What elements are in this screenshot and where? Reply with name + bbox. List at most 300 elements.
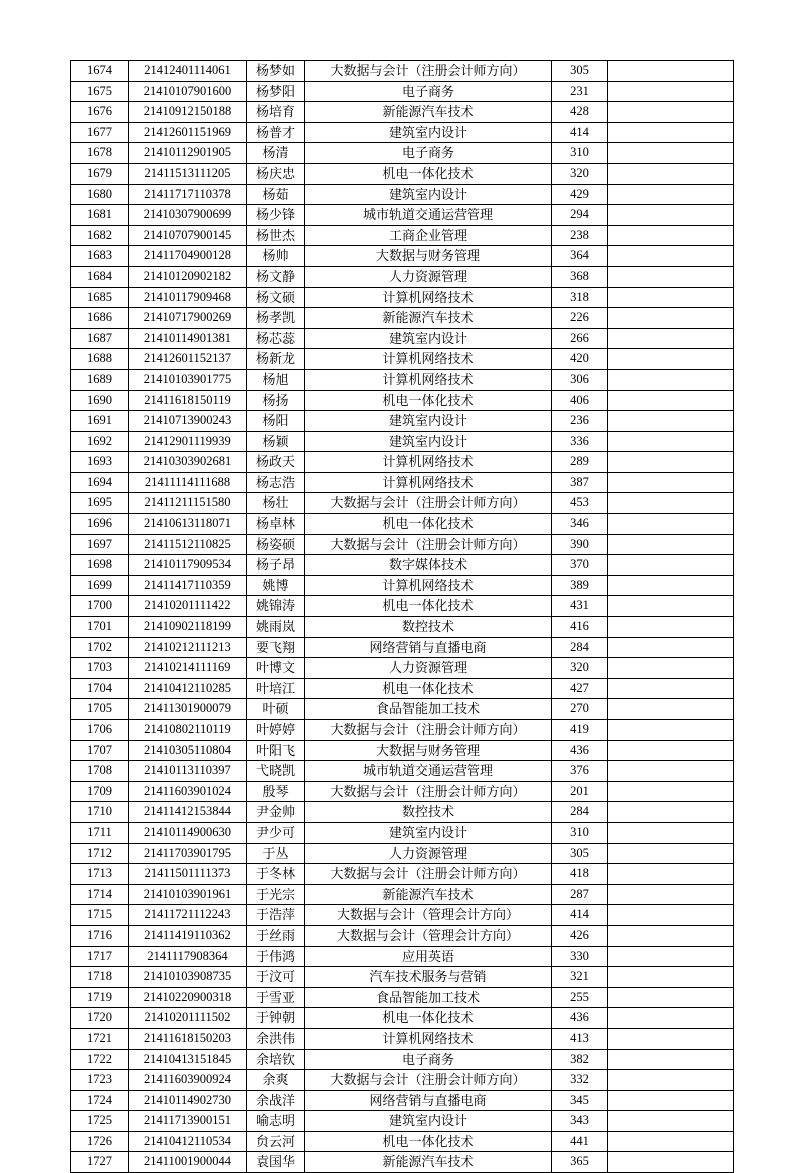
candidate-name-cell: 于雪亚 (247, 987, 305, 1008)
note-cell (608, 575, 734, 596)
candidate-id-cell: 21410613118071 (129, 514, 247, 535)
note-cell (608, 1152, 734, 1173)
table-row (71, 390, 734, 411)
row-index-cell: 1726 (71, 1131, 129, 1152)
row-index-cell: 1680 (71, 184, 129, 205)
candidate-name-cell: 袁国华 (247, 1152, 305, 1173)
score-cell: 390 (552, 534, 608, 555)
candidate-name-cell: 杨庆忠 (247, 163, 305, 184)
table-row (71, 411, 734, 432)
note-cell (608, 946, 734, 967)
score-cell: 370 (552, 555, 608, 576)
row-index-cell: 1694 (71, 472, 129, 493)
major-cell: 计算机网络技术 (305, 369, 552, 390)
major-cell: 大数据与财务管理 (305, 246, 552, 267)
candidate-name-cell: 杨姿硕 (247, 534, 305, 555)
major-cell: 新能源汽车技术 (305, 884, 552, 905)
row-index-cell: 1723 (71, 1070, 129, 1091)
score-cell: 255 (552, 987, 608, 1008)
row-index-cell: 1708 (71, 761, 129, 782)
candidate-id-cell: 21411001900044 (129, 1152, 247, 1173)
row-index-cell: 1717 (71, 946, 129, 967)
major-cell: 数控技术 (305, 617, 552, 638)
major-cell: 电子商务 (305, 1049, 552, 1070)
candidate-id-cell: 21411618150203 (129, 1028, 247, 1049)
table-row (71, 1152, 734, 1173)
candidate-name-cell: 杨颖 (247, 431, 305, 452)
candidate-id-cell: 21410201111502 (129, 1008, 247, 1029)
row-index-cell: 1707 (71, 740, 129, 761)
note-cell (608, 452, 734, 473)
score-cell: 368 (552, 266, 608, 287)
note-cell (608, 349, 734, 370)
row-index-cell: 1715 (71, 905, 129, 926)
table-row (71, 61, 734, 82)
candidate-name-cell: 杨茹 (247, 184, 305, 205)
note-cell (608, 1070, 734, 1091)
major-cell: 机电一体化技术 (305, 596, 552, 617)
candidate-name-cell: 叶培江 (247, 678, 305, 699)
table-row (71, 617, 734, 638)
note-cell (608, 143, 734, 164)
major-cell: 大数据与财务管理 (305, 740, 552, 761)
row-index-cell: 1679 (71, 163, 129, 184)
row-index-cell: 1714 (71, 884, 129, 905)
table-row (71, 514, 734, 535)
row-index-cell: 1719 (71, 987, 129, 1008)
candidate-name-cell: 杨帅 (247, 246, 305, 267)
note-cell (608, 678, 734, 699)
candidate-name-cell: 余洪伟 (247, 1028, 305, 1049)
candidate-name-cell: 余培钦 (247, 1049, 305, 1070)
candidate-id-cell: 21411179083​64 (129, 946, 247, 967)
major-cell: 机电一体化技术 (305, 163, 552, 184)
candidate-name-cell: 杨世杰 (247, 225, 305, 246)
score-cell: 420 (552, 349, 608, 370)
row-index-cell: 1678 (71, 143, 129, 164)
table-row (71, 884, 734, 905)
candidate-id-cell: 21410412110285 (129, 678, 247, 699)
note-cell (608, 205, 734, 226)
row-index-cell: 1709 (71, 781, 129, 802)
candidate-name-cell: 尹少可 (247, 822, 305, 843)
table-row (71, 143, 734, 164)
table-row (71, 843, 734, 864)
candidate-name-cell: 杨少锋 (247, 205, 305, 226)
score-cell: 289 (552, 452, 608, 473)
candidate-name-cell: 姚雨岚 (247, 617, 305, 638)
candidate-id-cell: 21412601151969 (129, 122, 247, 143)
major-cell: 新能源汽车技术 (305, 308, 552, 329)
score-cell: 287 (552, 884, 608, 905)
row-index-cell: 1676 (71, 102, 129, 123)
major-cell: 建筑室内设计 (305, 411, 552, 432)
note-cell (608, 287, 734, 308)
note-cell (608, 431, 734, 452)
major-cell: 计算机网络技术 (305, 287, 552, 308)
score-cell: 414 (552, 905, 608, 926)
score-cell: 389 (552, 575, 608, 596)
major-cell: 城市轨道交通运营管理 (305, 761, 552, 782)
table-row (71, 205, 734, 226)
candidate-id-cell: 21411512110825 (129, 534, 247, 555)
candidate-id-cell: 21410912150188 (129, 102, 247, 123)
candidate-name-cell: 杨子昂 (247, 555, 305, 576)
table-row (71, 967, 734, 988)
major-cell: 食品智能加工技术 (305, 987, 552, 1008)
score-cell: 436 (552, 740, 608, 761)
note-cell (608, 493, 734, 514)
table-row (71, 328, 734, 349)
table-row (71, 637, 734, 658)
row-index-cell: 1713 (71, 864, 129, 885)
score-cell: 419 (552, 720, 608, 741)
candidate-id-cell: 21411419110362 (129, 925, 247, 946)
candidate-id-cell: 21411603901024 (129, 781, 247, 802)
candidate-name-cell: 杨扬 (247, 390, 305, 411)
candidate-id-cell: 21411412153844 (129, 802, 247, 823)
note-cell (608, 720, 734, 741)
note-cell (608, 411, 734, 432)
candidate-id-cell: 21411211151580 (129, 493, 247, 514)
major-cell: 人力资源管理 (305, 843, 552, 864)
table-row (71, 678, 734, 699)
major-cell: 大数据与会计（注册会计师方向） (305, 1070, 552, 1091)
row-index-cell: 1701 (71, 617, 129, 638)
score-cell: 330 (552, 946, 608, 967)
score-cell: 436 (552, 1008, 608, 1029)
row-index-cell: 1699 (71, 575, 129, 596)
major-cell: 大数据与会计（注册会计师方向） (305, 61, 552, 82)
major-cell: 计算机网络技术 (305, 349, 552, 370)
candidate-name-cell: 杨旭 (247, 369, 305, 390)
candidate-id-cell: 21410713900243 (129, 411, 247, 432)
note-cell (608, 1131, 734, 1152)
score-cell: 310 (552, 143, 608, 164)
candidate-id-cell: 21411301900079 (129, 699, 247, 720)
table-row (71, 452, 734, 473)
major-cell: 机电一体化技术 (305, 1008, 552, 1029)
note-cell (608, 102, 734, 123)
table-row (71, 575, 734, 596)
table-row (71, 369, 734, 390)
table-row (71, 864, 734, 885)
candidate-id-cell: 21410103901961 (129, 884, 247, 905)
candidate-name-cell: 杨志浩 (247, 472, 305, 493)
note-cell (608, 61, 734, 82)
major-cell: 机电一体化技术 (305, 390, 552, 411)
candidate-id-cell: 21410307900699 (129, 205, 247, 226)
table-row (71, 1070, 734, 1091)
table-row (71, 905, 734, 926)
score-cell: 318 (552, 287, 608, 308)
row-index-cell: 1724 (71, 1090, 129, 1111)
candidate-id-cell: 21410114901381 (129, 328, 247, 349)
score-cell: 428 (552, 102, 608, 123)
score-cell: 406 (552, 390, 608, 411)
table-row (71, 1028, 734, 1049)
score-cell: 431 (552, 596, 608, 617)
candidate-name-cell: 于丝雨 (247, 925, 305, 946)
candidate-id-cell: 21410212111213 (129, 637, 247, 658)
note-cell (608, 514, 734, 535)
row-index-cell: 1692 (71, 431, 129, 452)
table-row (71, 822, 734, 843)
note-cell (608, 987, 734, 1008)
major-cell: 建筑室内设计 (305, 328, 552, 349)
row-index-cell: 1698 (71, 555, 129, 576)
candidate-id-cell: 21410114900630 (129, 822, 247, 843)
note-cell (608, 328, 734, 349)
row-index-cell: 1674 (71, 61, 129, 82)
row-index-cell: 1686 (71, 308, 129, 329)
candidate-id-cell: 21411603900924 (129, 1070, 247, 1091)
row-index-cell: 1704 (71, 678, 129, 699)
candidate-id-cell: 21410117909468 (129, 287, 247, 308)
major-cell: 计算机网络技术 (305, 472, 552, 493)
note-cell (608, 266, 734, 287)
note-cell (608, 822, 734, 843)
candidate-name-cell: 尹金帅 (247, 802, 305, 823)
table-row (71, 596, 734, 617)
major-cell: 食品智能加工技术 (305, 699, 552, 720)
candidate-id-cell: 21410103908735 (129, 967, 247, 988)
table-row (71, 287, 734, 308)
note-cell (608, 740, 734, 761)
score-cell: 416 (552, 617, 608, 638)
table-row (71, 225, 734, 246)
score-cell: 345 (552, 1090, 608, 1111)
score-cell: 231 (552, 81, 608, 102)
candidate-name-cell: 杨政天 (247, 452, 305, 473)
note-cell (608, 925, 734, 946)
score-cell: 310 (552, 822, 608, 843)
candidate-id-cell: 21410707900145 (129, 225, 247, 246)
major-cell: 人力资源管理 (305, 658, 552, 679)
candidate-name-cell: 杨普才 (247, 122, 305, 143)
score-cell: 305 (552, 843, 608, 864)
candidate-name-cell: 于冬林 (247, 864, 305, 885)
note-cell (608, 390, 734, 411)
note-cell (608, 699, 734, 720)
row-index-cell: 1695 (71, 493, 129, 514)
note-cell (608, 122, 734, 143)
score-cell: 427 (552, 678, 608, 699)
candidate-id-cell: 21411501111373 (129, 864, 247, 885)
major-cell: 大数据与会计（注册会计师方向） (305, 720, 552, 741)
table-row (71, 720, 734, 741)
table-row (71, 946, 734, 967)
candidate-id-cell: 21410902118199 (129, 617, 247, 638)
candidate-name-cell: 杨梦阳 (247, 81, 305, 102)
candidate-name-cell: 杨新龙 (247, 349, 305, 370)
major-cell: 建筑室内设计 (305, 822, 552, 843)
candidate-name-cell: 杨壮 (247, 493, 305, 514)
candidate-name-cell: 叶阳飞 (247, 740, 305, 761)
candidate-id-cell: 21410120902182 (129, 266, 247, 287)
candidate-id-cell: 21411713900151 (129, 1111, 247, 1132)
note-cell (608, 864, 734, 885)
major-cell: 大数据与会计（注册会计师方向） (305, 534, 552, 555)
major-cell: 电子商务 (305, 143, 552, 164)
major-cell: 城市轨道交通运营管理 (305, 205, 552, 226)
candidate-name-cell: 叶婷婷 (247, 720, 305, 741)
table-row (71, 555, 734, 576)
candidate-name-cell: 殷琴 (247, 781, 305, 802)
score-cell: 226 (552, 308, 608, 329)
row-index-cell: 1727 (71, 1152, 129, 1173)
candidate-name-cell: 杨芯蕊 (247, 328, 305, 349)
major-cell: 大数据与会计（注册会计师方向） (305, 493, 552, 514)
row-index-cell: 1722 (71, 1049, 129, 1070)
major-cell: 人力资源管理 (305, 266, 552, 287)
table-row (71, 802, 734, 823)
candidate-id-cell: 21410201111422 (129, 596, 247, 617)
candidate-id-cell: 21412601152137 (129, 349, 247, 370)
major-cell: 数字媒体技术 (305, 555, 552, 576)
candidate-name-cell: 杨梦如 (247, 61, 305, 82)
candidate-id-cell: 21410107901600 (129, 81, 247, 102)
table-row (71, 534, 734, 555)
candidate-name-cell: 叶硕 (247, 699, 305, 720)
candidate-name-cell: 杨文硕 (247, 287, 305, 308)
candidate-name-cell: 叶博文 (247, 658, 305, 679)
score-cell: 387 (552, 472, 608, 493)
score-cell: 453 (552, 493, 608, 514)
table-row (71, 1111, 734, 1132)
note-cell (608, 781, 734, 802)
row-index-cell: 1687 (71, 328, 129, 349)
score-cell: 294 (552, 205, 608, 226)
score-cell: 238 (552, 225, 608, 246)
note-cell (608, 534, 734, 555)
roster-table-body (71, 61, 734, 1173)
candidate-name-cell: 余战洋 (247, 1090, 305, 1111)
row-index-cell: 1693 (71, 452, 129, 473)
note-cell (608, 658, 734, 679)
row-index-cell: 1681 (71, 205, 129, 226)
table-row (71, 163, 734, 184)
candidate-name-cell: 弋晓凯 (247, 761, 305, 782)
score-cell: 284 (552, 637, 608, 658)
score-cell: 266 (552, 328, 608, 349)
note-cell (608, 1090, 734, 1111)
note-cell (608, 472, 734, 493)
row-index-cell: 1716 (71, 925, 129, 946)
candidate-id-cell: 21410103901775 (129, 369, 247, 390)
major-cell: 大数据与会计（注册会计师方向） (305, 781, 552, 802)
score-cell: 332 (552, 1070, 608, 1091)
note-cell (608, 369, 734, 390)
note-cell (608, 246, 734, 267)
note-cell (608, 1049, 734, 1070)
candidate-name-cell: 杨清 (247, 143, 305, 164)
score-cell: 426 (552, 925, 608, 946)
row-index-cell: 1710 (71, 802, 129, 823)
note-cell (608, 761, 734, 782)
table-row (71, 1131, 734, 1152)
score-cell: 414 (552, 122, 608, 143)
note-cell (608, 555, 734, 576)
major-cell: 计算机网络技术 (305, 575, 552, 596)
score-cell: 320 (552, 163, 608, 184)
row-index-cell: 1689 (71, 369, 129, 390)
row-index-cell: 1706 (71, 720, 129, 741)
major-cell: 大数据与会计（注册会计师方向） (305, 864, 552, 885)
candidate-name-cell: 于钟朝 (247, 1008, 305, 1029)
score-cell: 365 (552, 1152, 608, 1173)
major-cell: 机电一体化技术 (305, 514, 552, 535)
score-cell: 284 (552, 802, 608, 823)
candidate-name-cell: 杨孝凯 (247, 308, 305, 329)
row-index-cell: 1711 (71, 822, 129, 843)
score-cell: 382 (552, 1049, 608, 1070)
score-cell: 413 (552, 1028, 608, 1049)
candidate-id-cell: 21410412110534 (129, 1131, 247, 1152)
note-cell (608, 802, 734, 823)
major-cell: 大数据与会计（管理会计方向） (305, 925, 552, 946)
major-cell: 应用英语 (305, 946, 552, 967)
table-row (71, 761, 734, 782)
major-cell: 大数据与会计（管理会计方向） (305, 905, 552, 926)
row-index-cell: 1700 (71, 596, 129, 617)
candidate-name-cell: 于光宗 (247, 884, 305, 905)
candidate-id-cell: 21410802110119 (129, 720, 247, 741)
score-cell: 320 (552, 658, 608, 679)
score-cell: 429 (552, 184, 608, 205)
major-cell: 机电一体化技术 (305, 1131, 552, 1152)
roster-table (70, 60, 734, 1173)
candidate-id-cell: 21411513111205 (129, 163, 247, 184)
note-cell (608, 617, 734, 638)
score-cell: 418 (552, 864, 608, 885)
major-cell: 建筑室内设计 (305, 122, 552, 143)
major-cell: 工商企业管理 (305, 225, 552, 246)
candidate-id-cell: 21411114111688 (129, 472, 247, 493)
table-row (71, 122, 734, 143)
table-row (71, 493, 734, 514)
major-cell: 网络营销与直播电商 (305, 637, 552, 658)
table-row (71, 266, 734, 287)
candidate-name-cell: 于浩萍 (247, 905, 305, 926)
table-row (71, 102, 734, 123)
row-index-cell: 1685 (71, 287, 129, 308)
row-index-cell: 1705 (71, 699, 129, 720)
candidate-id-cell: 21410113110397 (129, 761, 247, 782)
candidate-name-cell: 喻志明 (247, 1111, 305, 1132)
score-cell: 270 (552, 699, 608, 720)
row-index-cell: 1688 (71, 349, 129, 370)
table-row (71, 740, 734, 761)
note-cell (608, 637, 734, 658)
candidate-name-cell: 于汶可 (247, 967, 305, 988)
table-row (71, 781, 734, 802)
row-index-cell: 1690 (71, 390, 129, 411)
candidate-name-cell: 要飞翔 (247, 637, 305, 658)
score-cell: 343 (552, 1111, 608, 1132)
table-row (71, 81, 734, 102)
table-row (71, 184, 734, 205)
candidate-id-cell: 21410114902730 (129, 1090, 247, 1111)
score-cell: 376 (552, 761, 608, 782)
note-cell (608, 1028, 734, 1049)
score-cell: 364 (552, 246, 608, 267)
table-row (71, 431, 734, 452)
candidate-id-cell: 21410117909534 (129, 555, 247, 576)
table-row (71, 1008, 734, 1029)
note-cell (608, 596, 734, 617)
candidate-id-cell: 21412401114061 (129, 61, 247, 82)
